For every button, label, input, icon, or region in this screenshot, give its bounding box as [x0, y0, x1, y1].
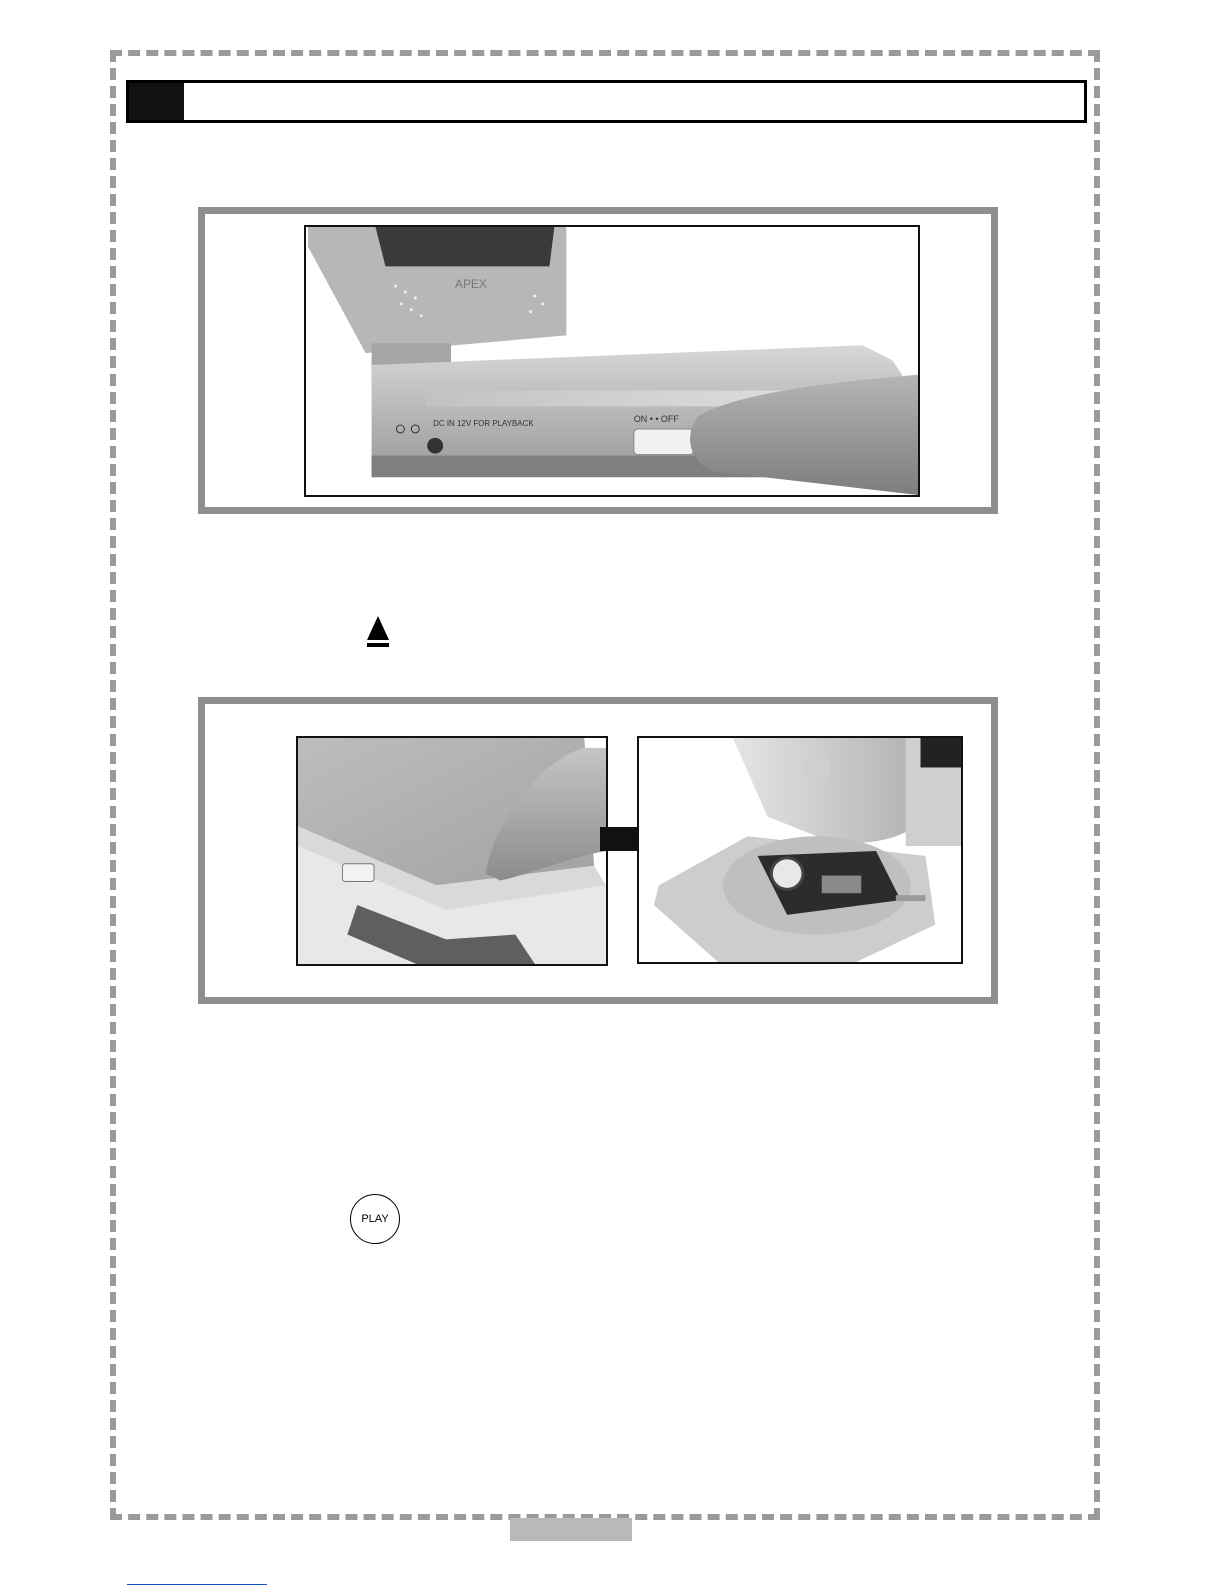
power-switch-illustration: [306, 227, 918, 495]
press-open-illustration: [298, 738, 606, 964]
play-button-icon: [350, 1194, 400, 1244]
section-title-bar: [126, 80, 1087, 123]
play-button-label: PLAY: [361, 1213, 389, 1225]
brand-label: APEX: [455, 277, 487, 292]
eject-icon: [365, 614, 391, 650]
photo-press-open: [296, 736, 608, 966]
photo-power-switch: [304, 225, 920, 497]
open-tray-illustration: [639, 738, 961, 962]
photo-open-tray: [637, 736, 963, 964]
power-switch-label: ON • • OFF: [633, 414, 679, 425]
title-block: [129, 83, 184, 120]
page-number-tab: [510, 1518, 632, 1541]
dc-in-label: DC IN 12V FOR PLAYBACK: [433, 419, 534, 429]
